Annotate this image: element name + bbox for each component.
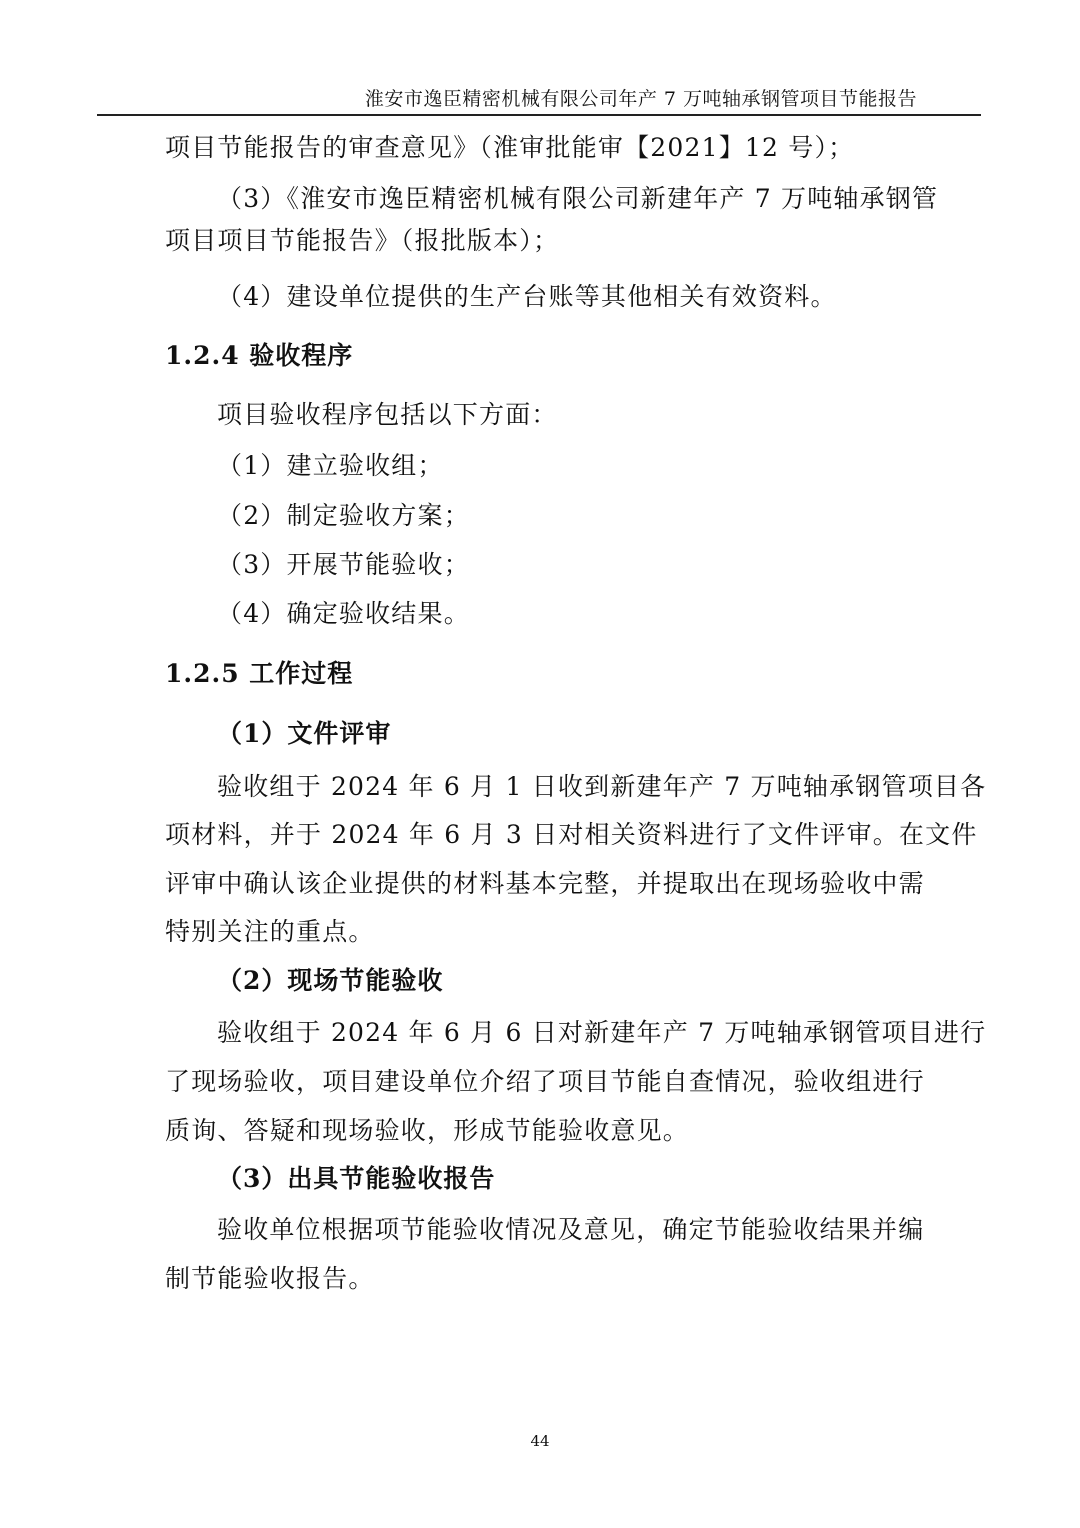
paragraph-line: 特别关注的重点。 bbox=[165, 917, 375, 946]
paragraph-line: 了现场验收，项目建设单位介绍了项目节能自查情况，验收组进行 bbox=[165, 1067, 925, 1096]
running-header: 淮安市逸臣精密机械有限公司年产 7 万吨轴承钢管项目节能报告 bbox=[364, 88, 917, 110]
list-item-step-4: （4）确定验收结果。 bbox=[217, 599, 470, 628]
subheading-document-review: （1）文件评审 bbox=[217, 719, 392, 748]
section-heading-1-2-5: 1.2.5 工作过程 bbox=[165, 659, 354, 688]
paragraph-line: 项材料，并于 2024 年 6 月 3 日对相关资料进行了文件评审。在文件 bbox=[165, 820, 978, 849]
page-number: 44 bbox=[530, 1432, 550, 1450]
paragraph-line: 评审中确认该企业提供的材料基本完整，并提取出在现场验收中需 bbox=[165, 869, 925, 898]
paragraph-line: 验收单位根据项节能验收情况及意见，确定节能验收结果并编 bbox=[217, 1215, 925, 1244]
list-item-reference-4: （4）建设单位提供的生产台账等其他相关有效资料。 bbox=[217, 282, 837, 311]
header-divider bbox=[97, 114, 981, 116]
paragraph-line: 质询、答疑和现场验收，形成节能验收意见。 bbox=[165, 1116, 690, 1145]
text-line: 项目项目节能报告》（报批版本）； bbox=[165, 226, 560, 255]
section-heading-1-2-4: 1.2.4 验收程序 bbox=[165, 341, 354, 370]
list-item-step-2: （2）制定验收方案； bbox=[217, 501, 470, 530]
paragraph-line: 验收组于 2024 年 6 月 6 日对新建年产 7 万吨轴承钢管项目进行 bbox=[217, 1018, 987, 1047]
list-item-step-1: （1）建立验收组； bbox=[217, 451, 444, 480]
subheading-issue-report: （3）出具节能验收报告 bbox=[217, 1164, 496, 1193]
paragraph-intro: 项目验收程序包括以下方面： bbox=[217, 400, 558, 429]
subheading-site-inspection: （2）现场节能验收 bbox=[217, 966, 444, 995]
list-item-reference-3: （3）《淮安市逸臣精密机械有限公司新建年产 7 万吨轴承钢管 bbox=[217, 184, 939, 213]
list-item-step-3: （3）开展节能验收； bbox=[217, 550, 470, 579]
paragraph-line: 验收组于 2024 年 6 月 1 日收到新建年产 7 万吨轴承钢管项目各 bbox=[217, 772, 987, 801]
text-line: 项目节能报告的审查意见》（淮审批能审【2021】12 号）； bbox=[165, 133, 855, 162]
paragraph-line: 制节能验收报告。 bbox=[165, 1264, 375, 1293]
